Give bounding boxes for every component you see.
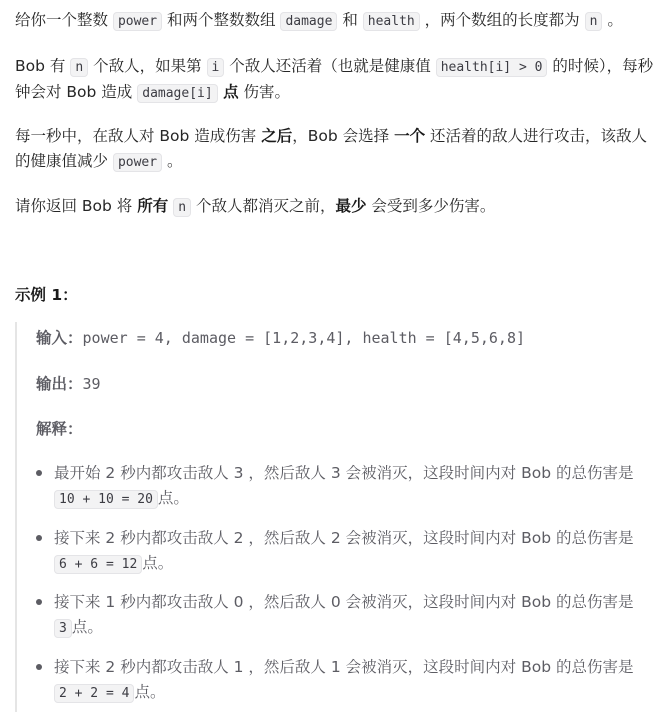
- item-text: 接下来 1 秒内都攻击敌人 0 ，然后敌人 0 会被消灭，这段时间内对 Bob 的总伤害是: [54, 593, 634, 611]
- example-input: [36, 326, 525, 351]
- inline-code: power: [113, 153, 162, 172]
- explain-label: 解释：: [36, 420, 83, 438]
- inline-code: 10 + 10 = 20: [54, 490, 158, 509]
- text: 还活着的敌人进行攻击，该敌人的健康值减少: [15, 127, 648, 170]
- bullet-icon: [36, 664, 42, 670]
- paragraph-return: [15, 194, 657, 220]
- list-item: [54, 655, 647, 706]
- inline-code: n: [70, 58, 88, 77]
- list-item: [54, 461, 647, 512]
- output-value: 39: [82, 375, 101, 393]
- list-item: [54, 590, 647, 641]
- item-text: 最开始 2 秒内都攻击敌人 3 ，然后敌人 3 会被消灭，这段时间内对 Bob 的总伤害是: [54, 464, 634, 482]
- inline-code: health: [363, 12, 420, 31]
- inline-code: damage: [280, 12, 337, 31]
- item-suffix: 点。: [134, 683, 166, 701]
- paragraph-attack: [15, 124, 657, 175]
- list-item: [54, 526, 647, 577]
- inline-code: 6 + 6 = 12: [54, 555, 142, 574]
- inline-code: i: [207, 58, 225, 77]
- bold-text: 一个: [394, 127, 426, 145]
- text: 。: [162, 152, 183, 170]
- text: ，Bob 会选择: [292, 127, 395, 145]
- text: 每一秒中，在敌人对 Bob 造成伤害: [15, 127, 262, 145]
- text: 和: [337, 11, 363, 29]
- item-suffix: 点。: [157, 489, 189, 507]
- item-suffix: 点。: [71, 618, 103, 636]
- text: 和两个整数数组: [162, 11, 281, 29]
- inline-code: 2 + 2 = 4: [54, 684, 134, 703]
- example-explanation-label: [36, 417, 83, 442]
- text: 伤害。: [238, 83, 291, 101]
- example-title: 示例 1：: [15, 286, 78, 304]
- text: 个敌人都消灭之前，: [191, 197, 336, 215]
- input-value: power = 4, damage = [1,2,3,4], health = [4,5,6,8]: [82, 329, 526, 347]
- text: 个敌人还活着（也就是健康值: [224, 57, 436, 75]
- bullet-icon: [36, 599, 42, 605]
- text: 的时候），每秒钟会对 Bob 造成: [15, 57, 654, 101]
- bold-text: 最少: [335, 197, 367, 215]
- text: 。: [602, 11, 623, 29]
- bold-text: 点: [217, 83, 239, 101]
- inline-code: n: [585, 12, 603, 31]
- inline-code: health[i] > 0: [436, 58, 548, 77]
- text: 个敌人，如果第: [88, 57, 207, 75]
- text: ，两个数组的长度都为: [419, 11, 585, 29]
- output-label: 输出：: [36, 375, 83, 393]
- text: 请你返回 Bob 将: [15, 197, 138, 215]
- bold-text: 所有: [137, 197, 169, 215]
- input-label: 输入：: [36, 329, 83, 347]
- item-text: 接下来 2 秒内都攻击敌人 2 ，然后敌人 2 会被消灭，这段时间内对 Bob 的总伤害是: [54, 529, 634, 547]
- item-text: 接下来 2 秒内都攻击敌人 1 ，然后敌人 1 会被消灭，这段时间内对 Bob 的总伤害是: [54, 658, 634, 676]
- example-output: [36, 372, 101, 397]
- bullet-icon: [36, 470, 42, 476]
- bullet-icon: [36, 535, 42, 541]
- paragraph-intro: [15, 8, 657, 34]
- inline-code: n: [173, 198, 191, 217]
- example-block: [15, 322, 657, 712]
- bold-text: 之后: [261, 127, 293, 145]
- inline-code: damage[i]: [137, 84, 217, 103]
- inline-code: 3: [54, 619, 72, 638]
- item-suffix: 点。: [142, 554, 174, 572]
- inline-code: power: [113, 12, 162, 31]
- paragraph-enemies: [15, 54, 657, 106]
- text: 给你一个整数: [15, 11, 113, 29]
- text: 会受到多少伤害。: [366, 197, 496, 215]
- text: Bob 有: [15, 57, 71, 75]
